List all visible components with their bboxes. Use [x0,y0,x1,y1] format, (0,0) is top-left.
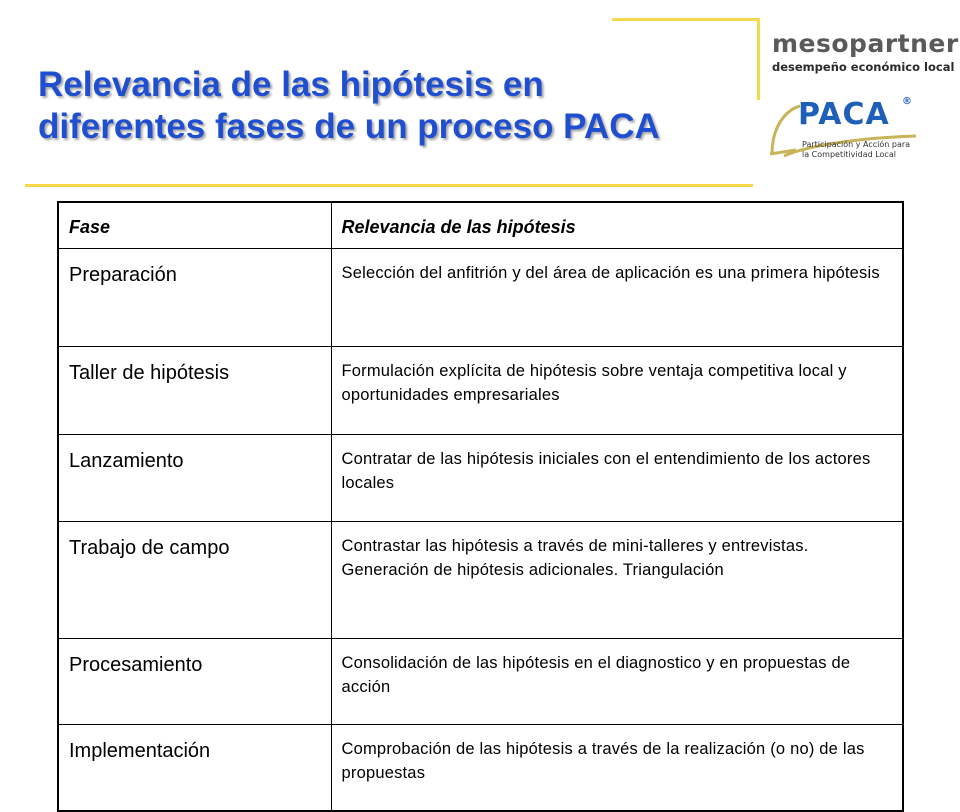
relevance-cell: Contrastar las hipótesis a través de mini-talleres y entrevistas. Generación de hipótesis adicionales. Triangulación [331,521,903,638]
mesopartner-brand: mesopartner [772,29,959,58]
table-row [58,346,903,434]
title-line-2: diferentes fases de un proceso PACA [38,107,660,146]
phase-cell: Lanzamiento [58,434,331,521]
table-row [58,638,903,724]
relevance-cell: Contratar de las hipótesis iniciales con el entendimiento de los actores locales [331,434,903,521]
table-row [58,521,903,638]
phase-cell: Procesamiento [58,638,331,724]
paca-subtitle-line-2: la Competitividad Local [802,150,896,159]
mesopartner-tagline: desempeño económico local [772,60,955,74]
paca-subtitle [802,140,910,160]
table-header-row [58,202,903,248]
relevance-cell: Comprobación de las hipótesis a través de la realización (o no) de las propuestas [331,724,903,811]
top-accent-rule [612,18,760,21]
table-row [58,248,903,346]
header-phase: Fase [58,202,331,248]
paca-logo [766,96,956,182]
title-underline-rule [25,184,753,187]
title-line-1: Relevancia de las hipótesis en [38,65,544,104]
slide-title [38,64,738,148]
vertical-accent-rule [757,18,760,100]
paca-subtitle-line-1: Participación y Acción para [802,140,911,149]
paca-registered-mark: ® [902,96,912,107]
table-row [58,724,903,811]
phase-cell: Preparación [58,248,331,346]
table-row [58,434,903,521]
relevance-cell: Selección del anfitrión y del área de aplicación es una primera hipótesis [331,248,903,346]
phase-cell: Taller de hipótesis [58,346,331,434]
paca-brand: PACA [798,97,890,132]
mesopartner-logo [772,29,959,74]
relevance-cell: Formulación explícita de hipótesis sobre ventaja competitiva local y oportunidades empresariales [331,346,903,434]
phase-cell: Trabajo de campo [58,521,331,638]
phase-cell: Implementación [58,724,331,811]
relevance-cell: Consolidación de las hipótesis en el diagnostico y en propuestas de acción [331,638,903,724]
header-relevance: Relevancia de las hipótesis [331,202,903,248]
